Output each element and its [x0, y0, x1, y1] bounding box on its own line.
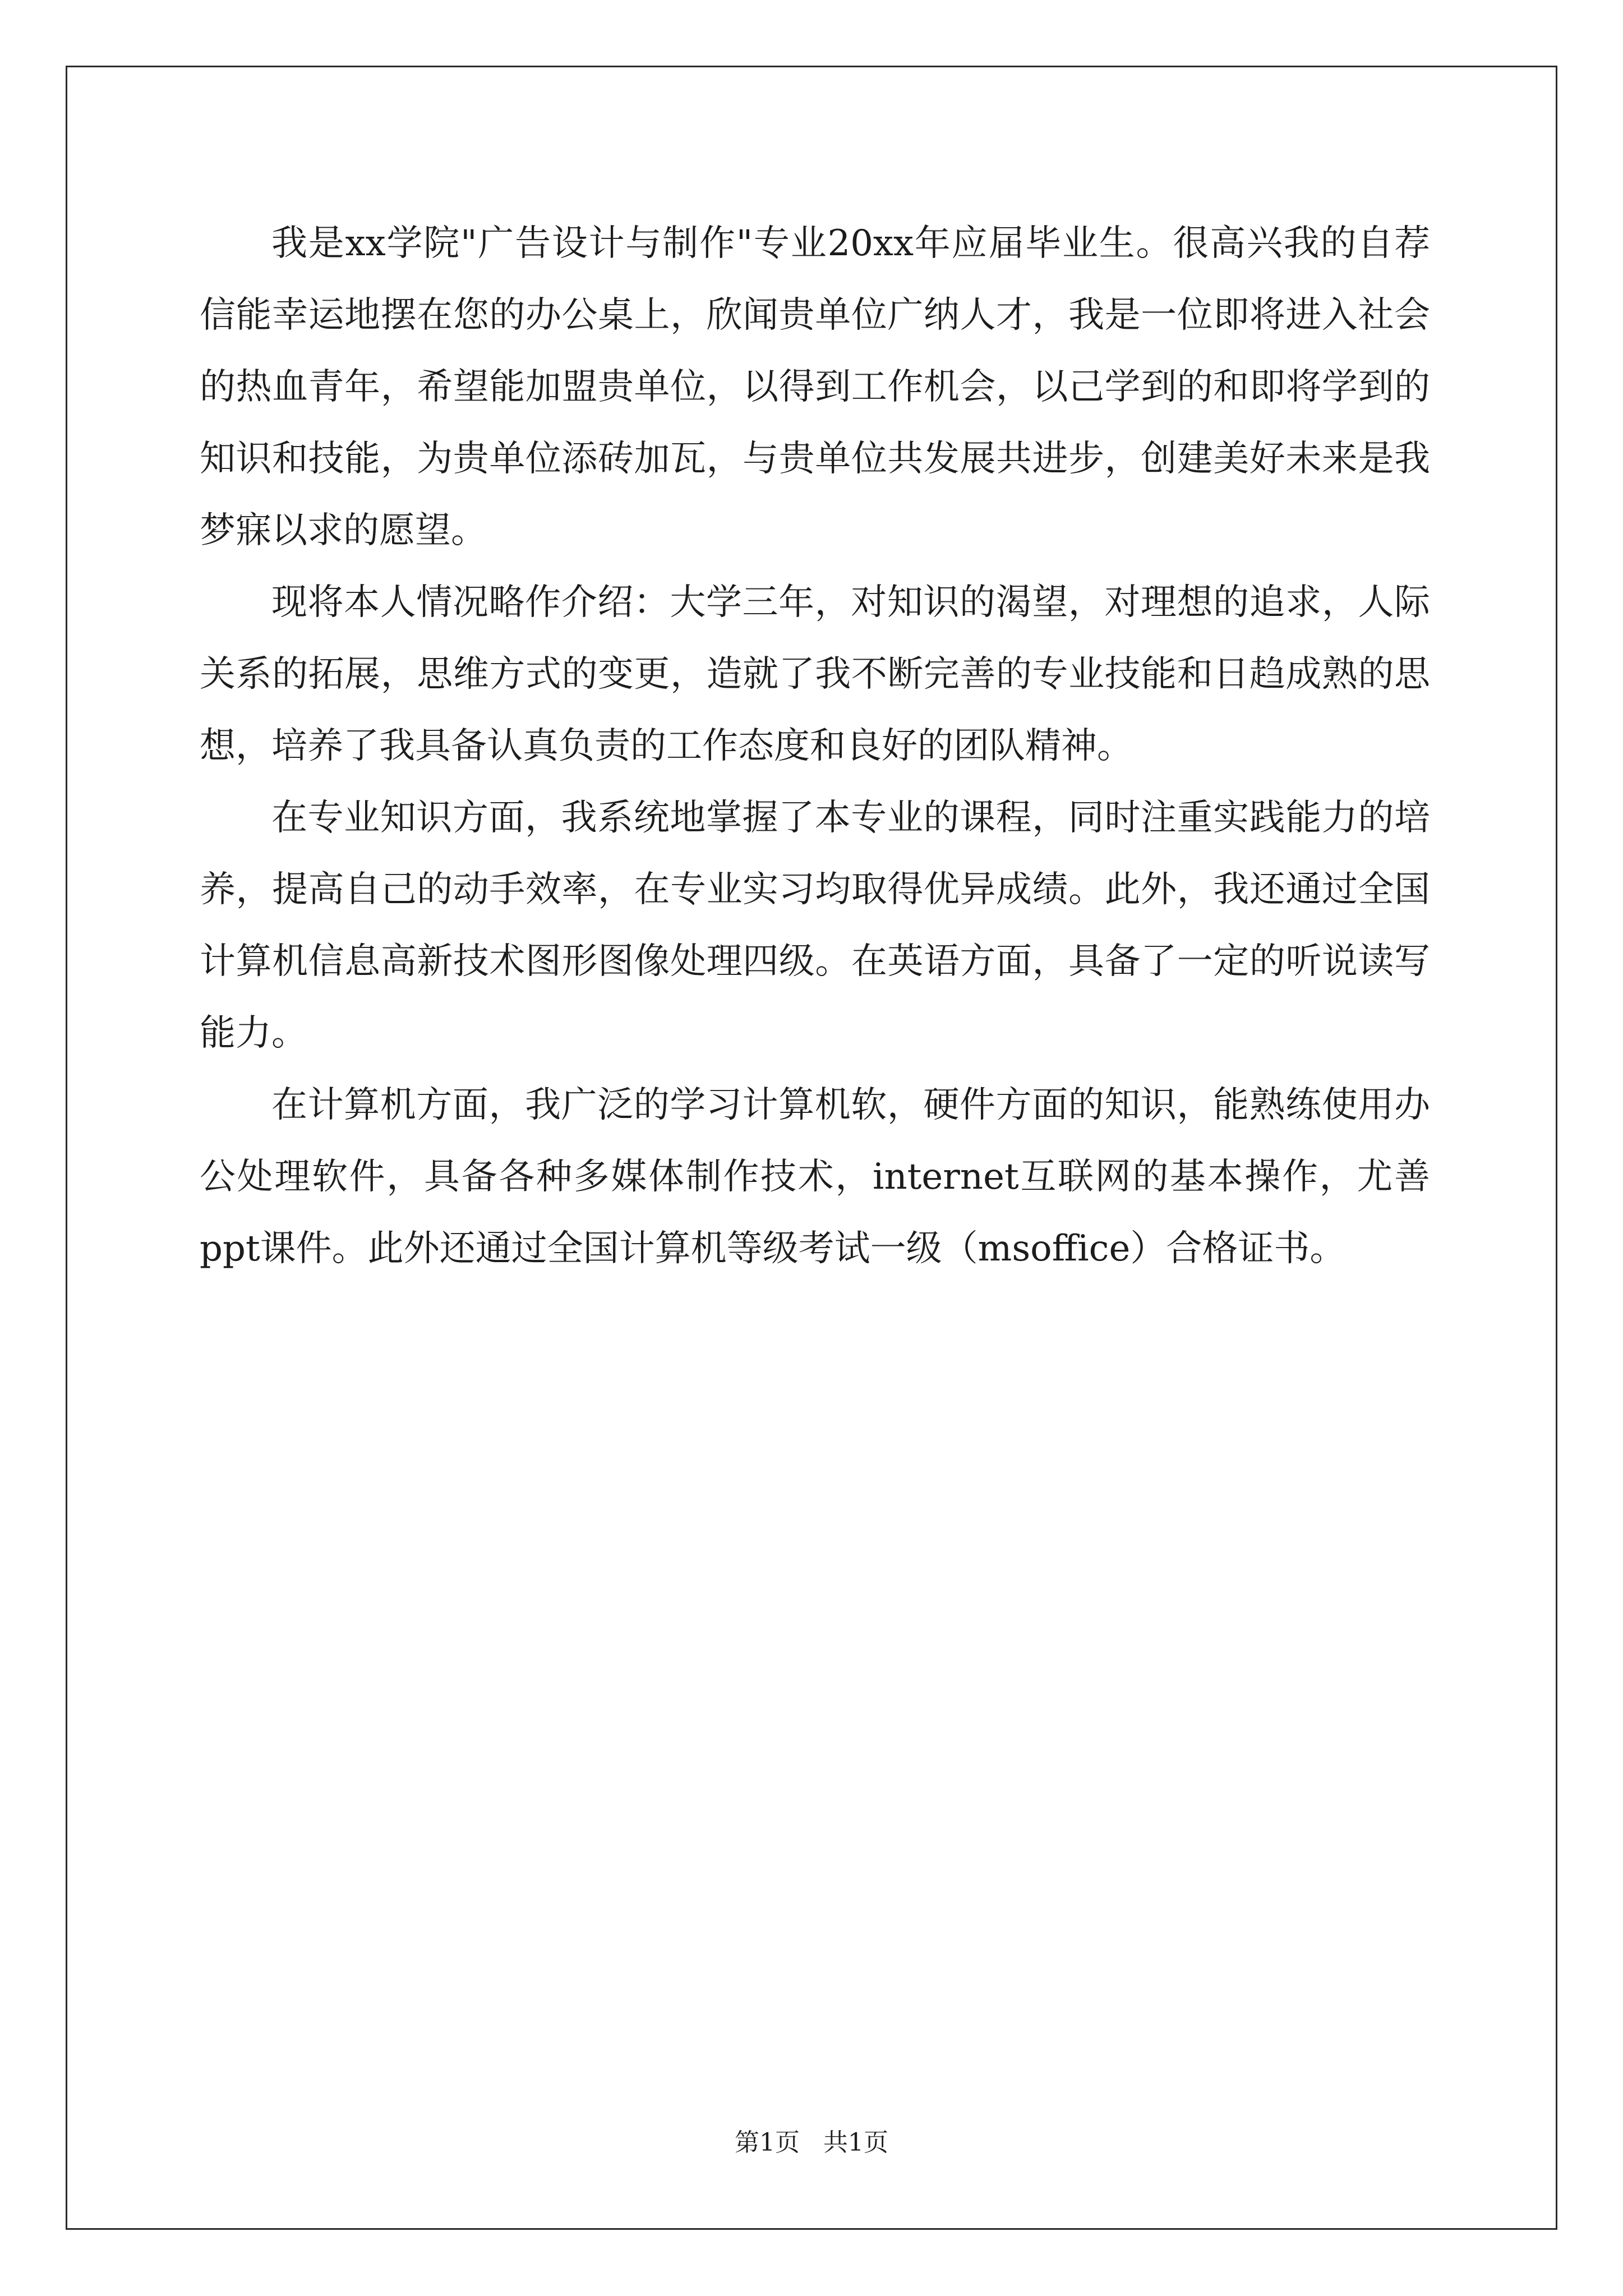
- page-number-footer: 第1页 共1页: [735, 2128, 888, 2157]
- paragraph-professional-knowledge: 在专业知识方面，我系统地掌握了本专业的课程，同时注重实践能力的培养，提高自己的动手效率，在专业实习均取得优异成绩。此外，我还通过全国计算机信息高新技术图形图像处理四级。在英语方面，具备了一定的听说读写能力。: [200, 797, 1430, 1054]
- paragraph-intro: 我是xx学院"广告设计与制作"专业20xx年应届毕业生。很高兴我的自荐信能幸运地摆在您的办公桌上，欣闻贵单位广纳人才，我是一位即将进入社会的热血青年，希望能加盟贵单位，以得到工作机会，以己学到的和即将学到的知识和技能，为贵单位添砖加瓦，与贵单位共发展共进步，创建美好未来是我梦寐以求的愿望。: [200, 223, 1430, 551]
- paragraph-computer-skills: 在计算机方面，我广泛的学习计算机软，硬件方面的知识，能熟练使用办公处理软件，具备各种多媒体制作技术，internet互联网的基本操作，尤善ppt课件。此外还通过全国计算机等级考试一级（msoffice）合格证书。: [200, 1084, 1430, 1269]
- document-body: [200, 208, 1430, 1285]
- paragraph-self-introduction: 现将本人情况略作介绍：大学三年，对知识的渴望，对理想的追求，人际关系的拓展，思维方式的变更，造就了我不断完善的专业技能和日趋成熟的思想，培养了我具备认真负责的工作态度和良好的团队精神。: [200, 582, 1430, 767]
